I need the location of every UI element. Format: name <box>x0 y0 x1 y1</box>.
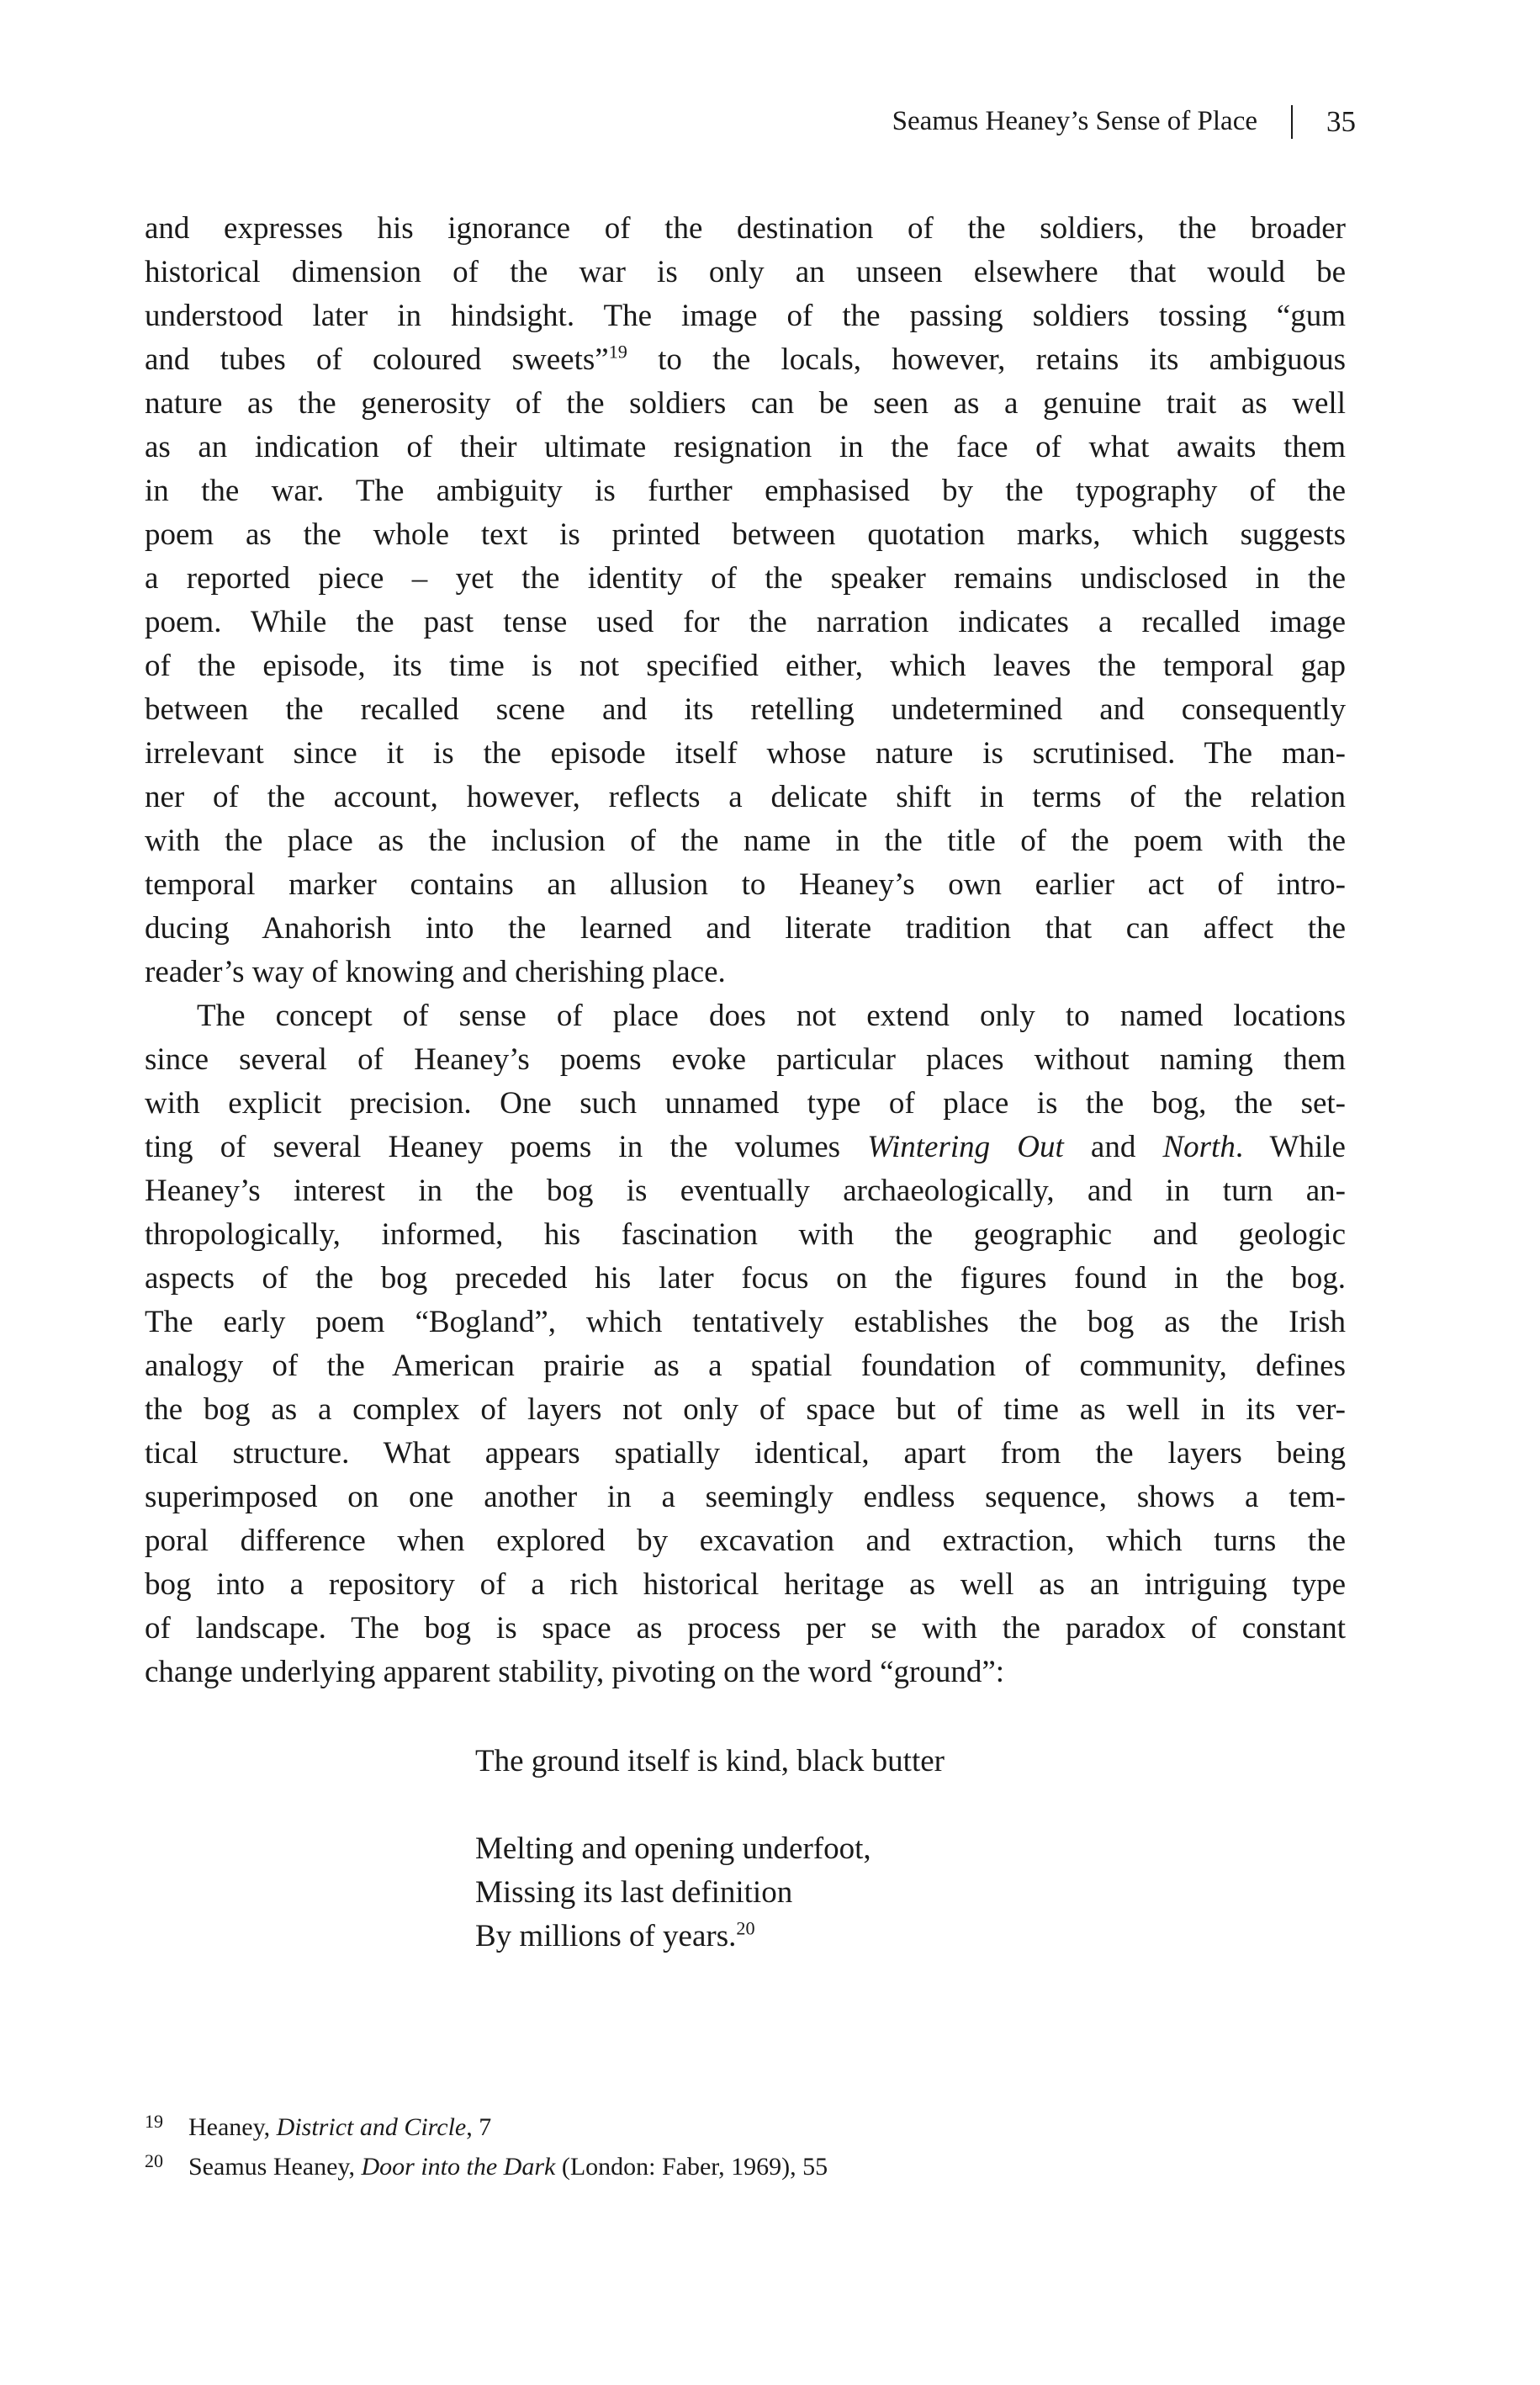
text-line <box>145 776 1346 819</box>
footnotes <box>145 2105 1346 2184</box>
text-line <box>145 1651 1346 1694</box>
text-line <box>145 1388 1346 1432</box>
text-segment: Melting and opening underfoot, <box>475 1831 871 1866</box>
text-line <box>145 688 1346 732</box>
text-segment: The ground itself is kind, black butter <box>475 1744 945 1778</box>
text-segment: thropologically, informed, his fascination with the geographic and geologic <box>145 1217 1346 1252</box>
text-segment: Heaney’s interest in the bog is eventually archaeologically, and in turn an- <box>145 1174 1346 1208</box>
header-separator <box>1291 105 1293 139</box>
text-line <box>145 863 1346 907</box>
footnote-reference: 20 <box>736 1917 755 1939</box>
text-segment: and <box>1063 1130 1163 1164</box>
text-segment: The early poem “Bogland”, which tentatively establishes the bog as the Irish <box>145 1305 1346 1339</box>
text-segment: reader’s way of knowing and cherishing place. <box>145 955 726 989</box>
text-line <box>145 426 1346 469</box>
text-line <box>145 819 1346 863</box>
text-segment: and tubes of coloured sweets” <box>145 342 609 377</box>
text-segment: with the place as the inclusion of the name in the title of the poem with the <box>145 824 1346 858</box>
poem-line <box>475 1740 945 1783</box>
text-line <box>145 1563 1346 1607</box>
text-line <box>145 994 1346 1038</box>
text-segment: superimposed on one another in a seemingly endless sequence, shows a tem- <box>145 1480 1346 1514</box>
footnote-text <box>188 2113 491 2141</box>
page-number: 35 <box>1326 105 1356 138</box>
footnote-text <box>188 2153 828 2181</box>
text-segment: , 7 <box>466 2113 492 2141</box>
text-line <box>145 1519 1346 1563</box>
text-segment: Missing its last definition <box>475 1875 793 1910</box>
text-line <box>145 382 1346 426</box>
text-segment: of the episode, its time is not specified either, which leaves the temporal gap <box>145 649 1346 683</box>
text-segment: nature as the generosity of the soldiers can be seen as a genuine trait as well <box>145 386 1346 421</box>
text-line <box>145 1126 1346 1169</box>
text-segment: District and Circle <box>276 2113 467 2141</box>
text-segment: temporal marker contains an allusion to Heaney’s own earlier act of intro- <box>145 867 1346 902</box>
text-segment: and expresses his ignorance of the destination of the soldiers, the broader <box>145 211 1346 246</box>
text-segment: By millions of years. <box>475 1919 737 1953</box>
footnote <box>145 2144 1346 2184</box>
text-line <box>145 1607 1346 1651</box>
text-line <box>145 907 1346 951</box>
text-segment: poem. While the past tense used for the narration indicates a recalled image <box>145 605 1346 639</box>
poem-stanza <box>475 1740 945 1783</box>
poem-line <box>475 1827 945 1871</box>
text-line <box>145 1301 1346 1344</box>
text-line <box>145 1257 1346 1301</box>
text-segment: (London: Faber, 1969), 55 <box>555 2153 828 2181</box>
text-segment: poem as the whole text is printed between quotation marks, which suggests <box>145 517 1346 552</box>
text-line <box>145 251 1346 294</box>
text-line <box>145 338 1346 382</box>
text-segment: . While <box>1235 1130 1346 1164</box>
footnote-reference: 19 <box>608 341 627 363</box>
text-line <box>145 557 1346 601</box>
text-line <box>145 1169 1346 1213</box>
text-line <box>145 644 1346 688</box>
text-segment: of landscape. The bog is space as process per se with the paradox of constant <box>145 1611 1346 1646</box>
text-segment: bog into a repository of a rich historical heritage as well as an intriguing type <box>145 1567 1346 1602</box>
text-segment: poral difference when explored by excavation and extraction, which turns the <box>145 1524 1346 1558</box>
text-line <box>145 513 1346 557</box>
text-segment: as an indication of their ultimate resignation in the face of what awaits them <box>145 430 1346 464</box>
text-line <box>145 732 1346 776</box>
text-segment: historical dimension of the war is only an unseen elsewhere that would be <box>145 255 1346 289</box>
text-segment: change underlying apparent stability, pivoting on the word “ground”: <box>145 1655 1005 1689</box>
text-segment: irrelevant since it is the episode itself whose nature is scrutinised. The man- <box>145 736 1346 771</box>
text-segment: ting of several Heaney poems in the volumes <box>145 1130 868 1164</box>
footnote <box>145 2105 1346 2144</box>
text-line <box>145 951 1346 994</box>
text-segment: between the recalled scene and its retelling undetermined and consequently <box>145 692 1346 727</box>
running-header <box>892 104 1356 140</box>
text-segment: Wintering Out <box>867 1130 1064 1164</box>
text-line <box>145 1344 1346 1388</box>
text-line <box>145 469 1346 513</box>
text-segment: a reported piece – yet the identity of the speaker remains undisclosed in the <box>145 561 1346 596</box>
poem-line <box>475 1915 945 1958</box>
text-segment: the bog as a complex of layers not only of space but of time as well in its ver- <box>145 1392 1346 1427</box>
text-segment: ducing Anahorish into the learned and literate tradition that can affect the <box>145 911 1346 946</box>
text-line <box>145 601 1346 644</box>
text-segment: tical structure. What appears spatially identical, apart from the layers being <box>145 1436 1346 1471</box>
text-line <box>145 1476 1346 1519</box>
footnote-number: 20 <box>145 2150 163 2171</box>
text-segment: in the war. The ambiguity is further emphasised by the typography of the <box>145 474 1346 508</box>
text-line <box>145 1038 1346 1082</box>
text-segment: analogy of the American prairie as a spatial foundation of community, defines <box>145 1349 1346 1383</box>
text-segment: Seamus Heaney, <box>188 2153 362 2181</box>
text-line <box>145 1432 1346 1476</box>
text-segment: aspects of the bog preceded his later focus on the figures found in the bog. <box>145 1261 1346 1296</box>
text-line <box>145 1213 1346 1257</box>
text-segment: ner of the account, however, reflects a delicate shift in terms of the relation <box>145 780 1346 814</box>
text-segment: with explicit precision. One such unnamed type of place is the bog, the set- <box>145 1086 1346 1121</box>
text-segment: Door into the Dark <box>361 2153 556 2181</box>
text-line <box>145 207 1346 251</box>
body-text <box>145 207 1346 1694</box>
text-segment: North <box>1162 1130 1236 1164</box>
poem-stanza <box>475 1827 945 1958</box>
text-segment: since several of Heaney’s poems evoke particular places without naming them <box>145 1042 1346 1077</box>
poem-quote <box>475 1740 945 1958</box>
poem-line <box>475 1871 945 1915</box>
text-line <box>145 1082 1346 1126</box>
text-segment: Heaney, <box>188 2113 277 2141</box>
footnote-number: 19 <box>145 2111 163 2132</box>
text-segment: The concept of sense of place does not extend only to named locations <box>197 999 1346 1033</box>
text-segment: understood later in hindsight. The image of the passing soldiers tossing “gum <box>145 299 1346 333</box>
text-line <box>145 294 1346 338</box>
text-segment: to the locals, however, retains its ambiguous <box>627 342 1347 377</box>
header-title: Seamus Heaney’s Sense of Place <box>892 106 1257 137</box>
